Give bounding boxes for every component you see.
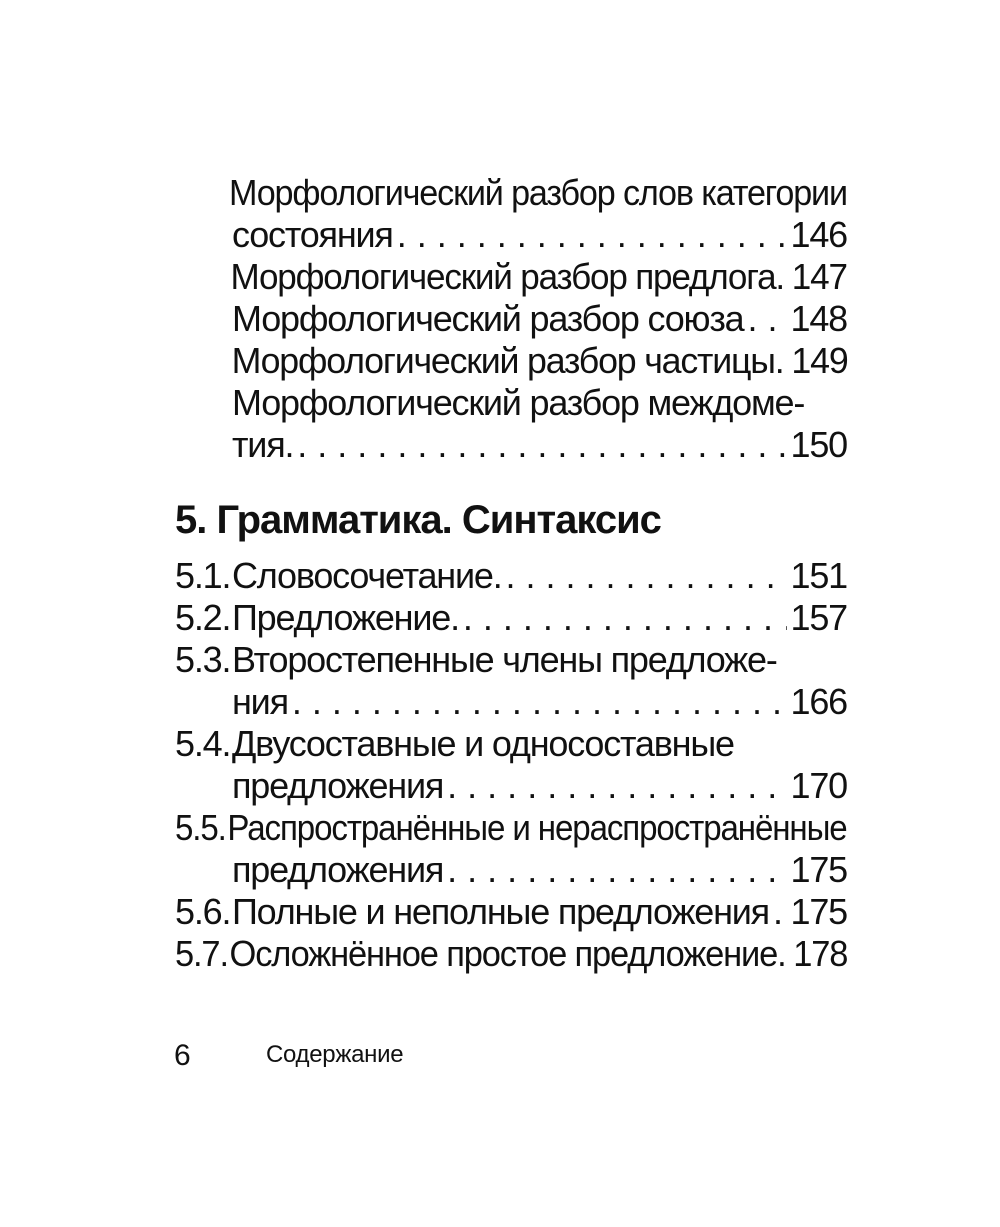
toc-entry-text: предложения [232,765,444,806]
dot-leader [463,597,787,639]
toc-top-group [175,172,847,466]
toc-line [175,849,847,891]
toc-line [175,172,847,214]
toc-entry-number: 5.4. [175,723,231,764]
toc-page-number: 166 [790,681,847,722]
toc-entry-number: 5.6. [175,891,231,932]
dot-leader [397,214,787,256]
toc-line [175,597,847,639]
section-heading: 5. Грамматика. Синтаксис [175,498,661,542]
toc-entry-number: 5.2. [175,597,231,638]
toc-page-number: 175 [790,891,847,932]
toc-entry-text: предложения [232,849,444,890]
toc-entry-text: Морфологический разбор слов категории [229,172,847,213]
toc-line [175,555,847,597]
toc-line [175,723,847,765]
toc-line [175,765,847,807]
dot-leader [747,298,786,340]
toc-line [175,681,847,723]
dot-leader [297,424,786,466]
toc-entry-number: 5.3. [175,639,231,680]
toc-entry-text: Осложнённое простое предложение. [229,933,786,974]
toc-entry-text: Предложение. [232,597,459,638]
toc-line [175,891,847,933]
toc-line [175,639,847,681]
toc-entry-number: 5.7. [175,933,228,974]
toc-page-number: 147 [791,256,847,297]
toc-line [175,382,847,424]
toc-entry-number: 5.5. [175,807,226,848]
dot-leader [506,555,787,597]
toc-page-number: 178 [793,933,848,974]
toc-entry-text: Морфологический разбор междоме- [232,382,805,423]
toc-page-number: 146 [790,214,847,255]
toc-line [175,340,848,382]
toc-line [175,214,847,256]
toc-entry-text: Двусоставные и односоставные [232,723,734,764]
footer-page-number: 6 [174,1039,191,1072]
toc-entry-text: тия. [232,424,294,465]
toc-entry-text: Морфологический разбор частицы. [231,340,784,381]
toc-page-number: 175 [790,849,847,890]
toc-line [175,256,847,298]
dot-leader [447,765,786,807]
toc-page-number: 170 [790,765,847,806]
toc-line [175,807,847,849]
toc-page-number: 149 [791,340,848,381]
toc-entry-text: Морфологический разбор предлога. [230,256,785,297]
toc-entry-number: 5.1. [175,555,231,596]
toc-line [175,933,848,975]
dot-leader [447,849,786,891]
dot-leader [292,681,787,723]
toc-page-number: 157 [790,597,847,638]
running-title: Содержание [266,1041,404,1068]
toc-entry-text: Морфологический разбор союза [232,298,744,339]
toc-entry-text: состояния [232,214,393,255]
toc-entry-text: Распространённые и нераспространённые [227,807,847,848]
dot-leader [773,891,787,933]
toc-section-group [175,555,847,975]
toc-entry-text: ния [232,681,288,722]
toc-entry-text: Полные и неполные предложения [232,891,769,932]
toc-line [175,298,847,340]
toc-page-number: 148 [790,298,847,339]
toc-page-number: 151 [790,555,847,596]
toc-line [175,424,847,466]
toc-page-number: 150 [790,424,847,465]
toc-entry-text: Словосочетание. [232,555,502,596]
toc-entry-text: Второстепенные члены предложе- [232,639,777,680]
